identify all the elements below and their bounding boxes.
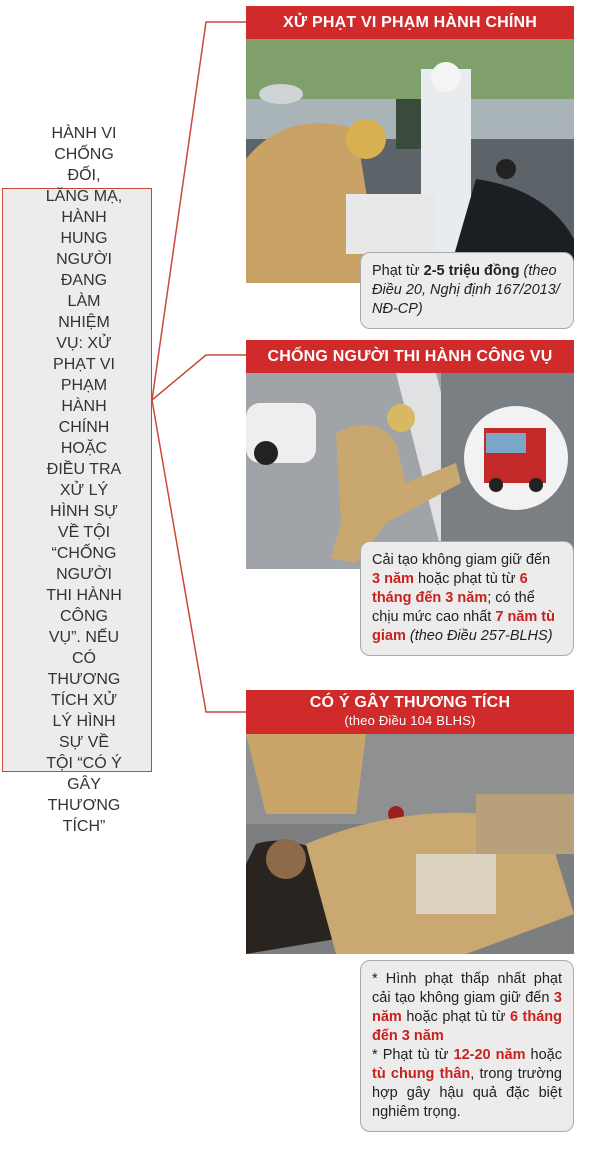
panel-title: CÓ Ý GÂY THƯƠNG TÍCH — [309, 694, 511, 711]
summary-text: HÀNH VI CHỐNG ĐỐI, LĂNG MẠ, HÀNH HUNG NGƯỜI ĐANG LÀM NHIỆM VỤ: XỬ PHẠT VI PHẠM HÀNH CHÍNH HOẶC ĐIỀU TRA XỬ LÝ HÌNH SỰ VỀ TỘI “CHỐNG NGƯỜI THI HÀNH CÔNG VỤ”. NẾU CÓ THƯƠNG TÍCH XỬ LÝ HÌNH SỰ VỀ TỘI “CÓ Ý GÂY THƯƠNG TÍCH” — [45, 125, 123, 835]
info-text: Phạt từ — [372, 263, 424, 279]
panel-title-block — [246, 690, 574, 734]
info-text: hoặc phạt tù từ — [401, 1009, 510, 1025]
connector-top — [152, 22, 246, 400]
info-text: hoặc phạt tù từ — [413, 571, 520, 587]
panel-subtitle: (theo Điều 104 BLHS) — [344, 713, 476, 728]
fine-amount: 2-5 triệu đồng — [423, 263, 520, 279]
summary-box — [2, 125, 152, 835]
injured-officer-photo — [246, 734, 574, 954]
highlight-term: 6 tháng đến 3 năm — [372, 571, 528, 606]
highlight-term: tù chung thân — [372, 1066, 471, 1082]
info-text: ; có thể chịu mức cao nhất — [372, 590, 535, 625]
connector-middle — [152, 355, 246, 400]
info-text: Cải tạo không giam giữ đến — [372, 552, 551, 568]
info-text: * Phạt tù từ — [372, 1047, 454, 1063]
penalty-info-box — [360, 252, 574, 329]
highlight-term: 3 năm — [372, 990, 562, 1025]
police-roadside-photo — [246, 39, 574, 283]
panel-title: XỬ PHẠT VI PHẠM HÀNH CHÍNH — [246, 6, 574, 39]
panel-administrative-penalty — [246, 6, 574, 317]
panel-resisting-officers — [246, 340, 574, 644]
legal-reference: (theo Điều 257-BLHS) — [405, 628, 553, 644]
panel-title: CHỐNG NGƯỜI THI HÀNH CÔNG VỤ — [246, 340, 574, 373]
highlight-term: 12-20 năm — [453, 1047, 526, 1063]
officer-on-road-photo — [246, 373, 574, 569]
penalty-item-minimum — [372, 970, 562, 1046]
info-text: * Hình phạt thấp nhất phạt cải tạo không giam giữ đến — [372, 971, 562, 1006]
highlight-term: 7 năm tù giam — [372, 609, 555, 644]
panel-intentional-injury — [246, 690, 574, 1120]
penalty-info-box — [360, 541, 574, 656]
info-text: hoặc — [525, 1047, 562, 1063]
penalty-info-box — [360, 960, 574, 1132]
info-text: , trong trường hợp gây hậu quả đặc biệt nghiêm trọng. — [372, 1066, 562, 1120]
highlight-term: 6 tháng đến 3 năm — [372, 1009, 562, 1044]
highlight-term: 3 năm — [372, 571, 414, 587]
legal-reference: (theo Điều 20, Nghị định 167/2013/ NĐ-CP) — [372, 263, 560, 317]
connector-bottom — [152, 400, 246, 712]
penalty-item-maximum — [372, 1046, 562, 1122]
